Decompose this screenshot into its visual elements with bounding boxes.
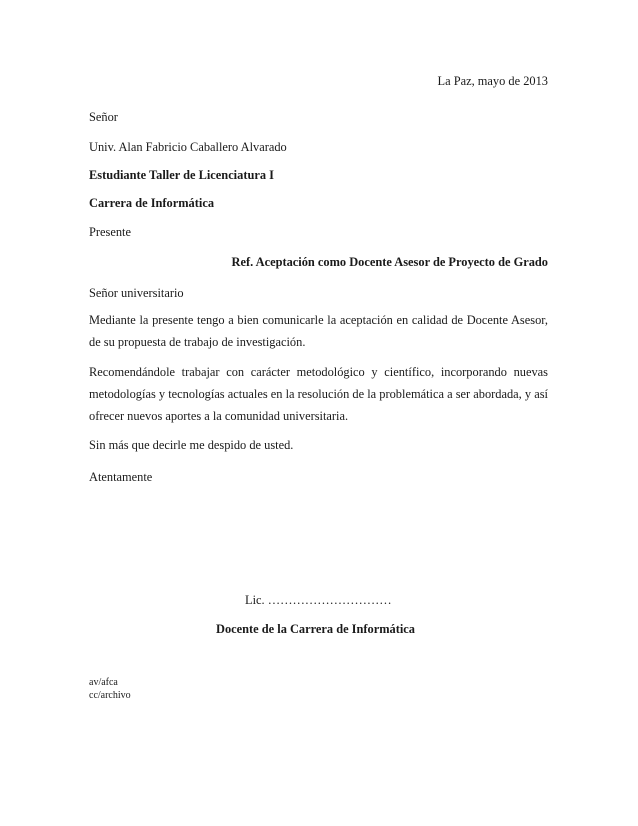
salutation-title: Señor bbox=[89, 110, 118, 124]
reference-line: Ref. Aceptación como Docente Asesor de Proyecto de Grado bbox=[231, 255, 548, 269]
paragraph-acceptance: Mediante la presente tengo a bien comunicarle la aceptación en calidad de Docente Asesor, de su propuesta de trabajo de investigación. bbox=[89, 313, 548, 349]
recipient-name: Univ. Alan Fabricio Caballero Alvarado bbox=[89, 140, 287, 154]
signature-line: Lic. ………………………… bbox=[245, 593, 392, 607]
paragraph-recommendation: Recomendándole trabajar con carácter metodológico y científico, incorporando nuevas metodologías y tecnologías actuales en la resolución de la problemática a ser abordada, y así ofrecer nuevos aportes a la comunidad universitaria. bbox=[89, 365, 548, 423]
signature-title: Docente de la Carrera de Informática bbox=[216, 622, 415, 636]
closing-line: Atentamente bbox=[89, 470, 153, 484]
initials-line: av/afca bbox=[89, 677, 118, 688]
paragraph-farewell: Sin más que decirle me despido de usted. bbox=[89, 438, 294, 452]
cc-line: cc/archivo bbox=[89, 690, 131, 701]
greeting-line: Señor universitario bbox=[89, 286, 184, 300]
letter-date: La Paz, mayo de 2013 bbox=[437, 74, 548, 88]
recipient-role: Estudiante Taller de Licenciatura I bbox=[89, 168, 274, 182]
recipient-career: Carrera de Informática bbox=[89, 196, 215, 210]
presente-line: Presente bbox=[89, 225, 131, 239]
